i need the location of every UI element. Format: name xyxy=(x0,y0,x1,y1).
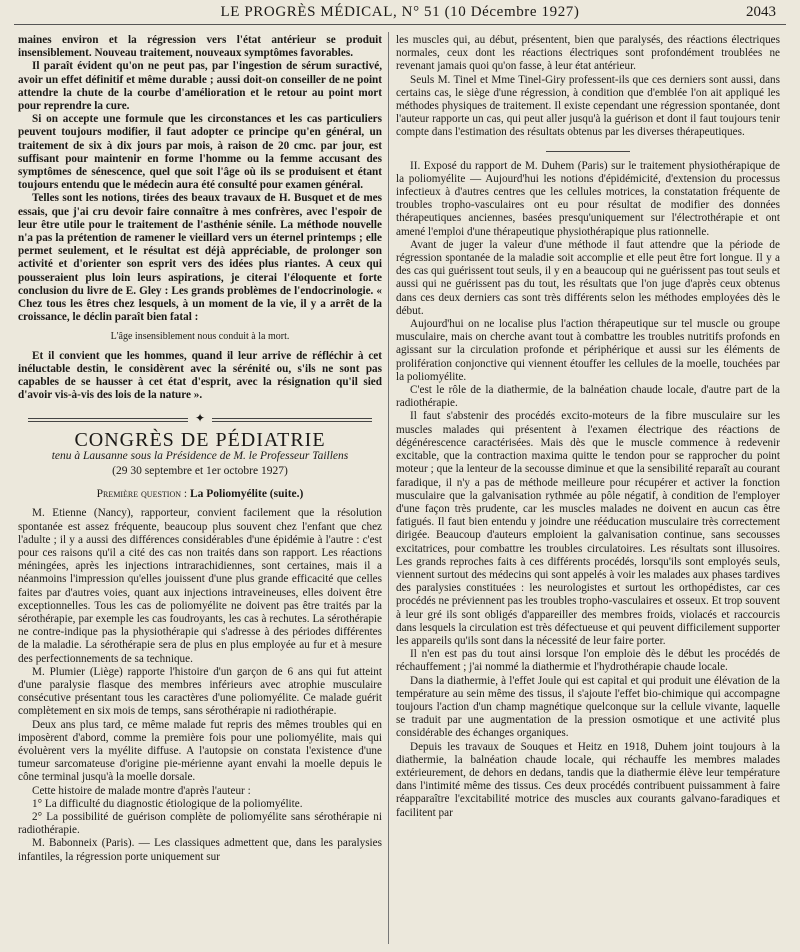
paragraph: Cette histoire de malade montre d'après l'auteur : xyxy=(32,784,251,797)
paragraph: Seuls M. Tinel et Mme Tinel-Giry professent-ils que ces derniers sont aussi, dans certains cas, le siège d'une régression, à condition que d'emblée l'on ait appliqué les méthodes physiques de traitement. Il existe cependant une régression spontanée, dont l'auteur rapporte un cas, qui peut aller jusqu'à la guérison et dont il faut toujours tenir compte dans l'estimation des résultats obtenus par les diverses thérapeutiques. xyxy=(396,73,780,139)
paragraph: Il faut s'abstenir des procédés excito-moteurs de la fibre musculaire sur les muscles malades qui présentent à l'examen électrique des réactions de dégénérescence caractérisées. Mais dès que le muscle commence à redevenir excitable, que la contraction maxima quitte le tendon pour se rapprocher du point moteur ; que la lenteur de la secousse diminue et que la sensibilité reparaît au courant faradique, il n'y a pas de méthode meilleure pour récupérer et activer la fonction musculaire que la galvanisation rythmée au pôle négatif, à condition de l'employer d'une façon très prudente, car les muscles malades ne doivent en aucun cas être fatigués. Il faut bien entendu y joindre une rééducation musculaire très correctement dirigée. Beaucoup d'auteurs emploient la galvanisation continue, sans secousses excitatrices, pour combattre les troubles circulatoires. Les résultats sont illusoires. Les grands reproches faits à ces différents procédés, lorsqu'ils sont employés seuls, viennent surtout des médecins qui sont appelés à voir les malades aux phases tardives des paralysies constituées : les neurologistes et surtout les orthopédistes, car ces procédés ne préviennent pas les troubles tropho-vasculaires et osseux. Et trop souvent à leur gré ils sont obligés d'appareiller des membres froids, violacés et raccourcis dans lesquels la circulation est très défectueuse et qui peuvent difficilement supporter les appareils qu'ils sont dans la nécessité de leur faire porter. xyxy=(396,410,780,647)
question-label: Première question : xyxy=(96,488,188,501)
section-separator xyxy=(18,408,382,430)
ornament-icon: ✦ xyxy=(188,412,212,428)
page-number: 2043 xyxy=(746,4,776,20)
paragraph: Il n'en est pas du tout ainsi lorsque l'on emploie dès le début les procédés de réchauffement ; j'ai nommé la diathermie et l'hydrothérapie chaude locale. xyxy=(396,648,780,674)
paragraph: maines environ et la régression vers l'état antérieur se produit insensiblement. Nouveau traitement, nouveaux symptômes favorables. xyxy=(18,34,382,60)
paragraph: Il paraît évident qu'on ne peut pas, par l'ingestion de sérum suractivé, avoir un effet définitif et même durable ; aussi doit-on conseiller de ne point attendre la chute de la courbe d'amélioration et le retour au point mort pour reprendre la cure. xyxy=(18,60,382,113)
paragraph: Telles sont les notions, tirées des beaux travaux de H. Busquet et de mes essais, que j'ai cru devoir faire connaître à mes confrères, avec l'espoir de leur être utile pour le traitement de l'asthénie sénile. La méthode nouvelle n'a pas la prétention de ramener le vieillard vers un éternel printemps ; elle permet seulement, et le résultat est déjà appréciable, de prolonger son activité et d'orienter son esprit vers des idées plus riantes. A ceux qui pousseraient plus loin leurs aspirations, je citerai l'éloquente et forte conclusion du livre de E. Gley : Les grands problèmes de l'endocrinologie. « Chez tous les êtres chez lesquels, à un moment de la vie, il y a arrêt de la croissance, le déclin paraît bien fatal : xyxy=(18,192,382,324)
running-title: LE PROGRÈS MÉDICAL, N° 51 (10 Décembre 1927) xyxy=(220,4,580,20)
question-heading xyxy=(18,488,382,501)
paragraph: les muscles qui, au début, présentent, bien que paralysés, des réactions électriques normales, ceux dont les réactions électriques sont profondément troublées ne revenant jamais quoi qu'on fasse, à leur état antérieur. xyxy=(396,34,780,73)
paragraph: M. Etienne (Nancy), rapporteur, convient facilement que la résolution spontanée est assez fréquente, beaucoup plus souvent chez l'enfant que chez l'adulte ; il y a aussi des différences considérables d'une épidémie à l'autre : c'est pour ces raisons qu'il a cité des cas non traités dans son rapport. Les réactions méningées, après les injections intrarachidiennes, sont certaines, mais il a néanmoins l'impression qu'elles jouissent d'une plus grande efficacité que celles faites par d'autres voies, quant aux injections intraveineuses, elles doivent être exceptionnelles. Tous les cas de poliomyélite ne doivent pas être traités par la sérothérapie, par exemple les cas foudroyants, les cas à rechutes. La sérothérapie ne contre-indique pas la physiothérapie qui s'adresse à des périodes différentes de la maladie. La sérothérapie sera de plus en plus employée au fur et à mesure des perfectionnements de sa technique. xyxy=(18,507,382,665)
paragraph: 2° La possibilité de guérison complète de poliomyélite sans sérothérapie ni radiothérapie. xyxy=(18,810,382,837)
paragraph: Avant de juger la valeur d'une méthode il faut attendre que la période de régression spontanée de la maladie soit accomplie et elle peut être fort longue. Il y a des cas qui guérissent tout seuls, il y en a beaucoup qui ne guérissent pas tout seuls et aussi qui ne guérissent pas du tout, les résultats que l'on juge d'après ceux obtenus dans ces deux derniers cas sont très différents selon les méthodes employées dès le début. xyxy=(396,238,780,317)
section-title: CONGRÈS DE PÉDIATRIE xyxy=(74,429,326,452)
paragraph: Deux ans plus tard, ce même malade fut repris des mêmes troubles qui en imposèrent d'abord, comme la première fois pour une poliomyélite, mais qui évoluèrent vers la myélite diffuse. A l'autopsie on constata l'existence d'une tumeur sarcomateuse d'origine pie-mérienne ayant envahi la moelle depuis le cône terminal jusqu'à la moelle dorsale. xyxy=(18,718,382,784)
verse-quote: L'âge insensiblement nous conduit à la mort. xyxy=(110,331,290,343)
paragraph: Si on accepte une formule que les circonstances et les cas particuliers peuvent toujours modifier, il faut adopter ce principe qu'en général, un traitement de six à dix jours par mois, à raison de 20 cmc. par jour, est suffisant pour maintenir en forme l'homme ou la femme accusant des symptômes de sénescence, quel que soit l'âge où ils se produisent et étant toujours entendu que le médecin aura été consulté pour examen général. xyxy=(18,113,382,192)
header-rule xyxy=(14,24,786,25)
report-intro: II. Exposé du rapport de M. Duhem (Paris) sur le traitement physiothérapique de la poliomyélite — Aujourd'hui les notions d'épidémicité, d'extension du processus infectieux à d'autres centres que les cellules motrices, la constatation fréquente de troubles tropho-vasculaires ont eu pour résultat de modifier des données thérapeutiques anciennes, basées presqu'uniquement sur l'électrothérapie et ont amené l'emploi d'une thérapeutique physiothérapique plus rationnelle. xyxy=(396,159,780,238)
question-title: La Poliomyélite (suite.) xyxy=(189,488,304,501)
paragraph: M. Plumier (Liège) rapporte l'histoire d'un garçon de 6 ans qui fut atteint d'une paralysie flasque des membres inférieurs avec atrophie musculaire consécutive présentant tous les caractères d'une poliomyélite. Ce malade guérit complètement en six mois de temps, sans sérothérapie ni radiothérapie. xyxy=(18,665,382,718)
section-subtitle: tenu à Lausanne sous la Présidence de M. le Professeur Taillens xyxy=(51,449,349,462)
paragraph: Aujourd'hui on ne localise plus l'action thérapeutique sur tel muscle ou groupe musculaire, mais on cherche avant tout à combattre les troubles nutritifs profonds en agissant sur la circulation profonde et périphérique et aussi sur les éléments de prolifération conjonctive qui viennent étouffer les cellules de la moelle, touchées par la poliomyélite. xyxy=(396,318,780,383)
paragraph: C'est le rôle de la diathermie, de la balnéation chaude locale, d'autre part de la radiothérapie. xyxy=(396,384,780,410)
column-divider xyxy=(388,32,389,944)
section-dates: (29 30 septembre et 1er octobre 1927) xyxy=(112,464,288,477)
left-column xyxy=(18,34,382,864)
running-header xyxy=(0,0,800,24)
paragraph: Depuis les travaux de Souques et Heitz en 1918, Duhem joint toujours à la diathermie, la balnéation chaude locale, qui réchauffe les membres malades extérieurement, de dehors en dedans, tandis que la diathermie élève leur température dans l'intimité même des tissus. Ces deux procédés contribuent puissamment à faire réapparaître l'excitabilité motrice des muscles aux courants galvano-faradiques et facilitent par xyxy=(396,740,780,819)
right-column xyxy=(396,34,780,820)
paragraph: M. Babonneix (Paris). — Les classiques admettent que, dans les paralysies infantiles, la régression porte uniquement sur xyxy=(18,837,382,863)
paragraph: Et il convient que les hommes, quand il leur arrive de réfléchir à cet inéluctable destin, le considèrent avec la sérénité ou, s'ils ne sont pas capables de se hausser à cet état d'esprit, avec la résignation qu'il sied d'avoir vis-à-vis des lois de la nature ». xyxy=(18,349,382,402)
paragraph-separator xyxy=(396,144,780,158)
paragraph: 1° La difficulté du diagnostic étiologique de la poliomyélite. xyxy=(32,797,303,810)
paragraph: Dans la diathermie, à l'effet Joule qui est capital et qui produit une élévation de la température au sein même des tissus, il s'ajoute l'effet bio-chimique qui accompagne toujours l'action d'un champ magnétique quelconque sur la cellule vivante, laquelle se traduit par une augmentation de la pression osmotique et une activité plus considérable des échanges organiques. xyxy=(396,674,780,740)
